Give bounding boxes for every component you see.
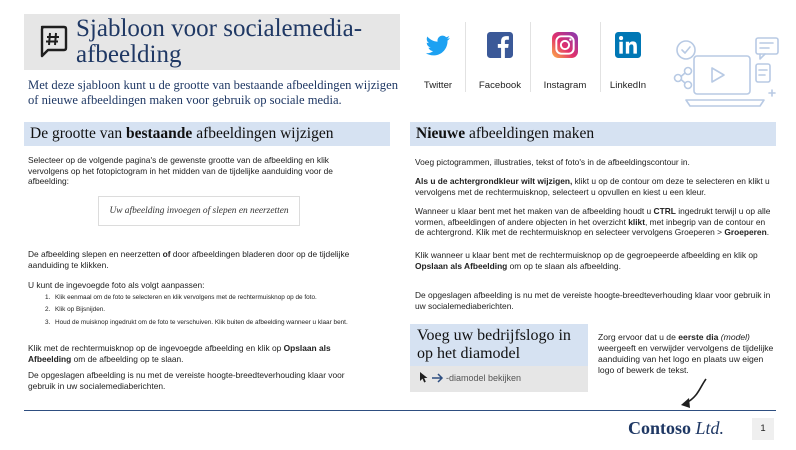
left-paragraph-3: U kunt de ingevoegde foto als volgt aanpassen:	[28, 280, 205, 290]
right-paragraph-3	[415, 206, 775, 238]
text: Wanneer u klaar bent met het maken van de afbeelding houdt u	[415, 206, 654, 216]
text-bold: Opslaan als Afbeelding	[415, 260, 508, 271]
facebook-icon	[487, 32, 513, 58]
social-linkedin	[593, 32, 663, 91]
text: .	[766, 227, 770, 238]
social-label: Facebook	[478, 80, 522, 91]
right-paragraph-5: De opgeslagen afbeelding is nu met de vereiste hoogte-breedteverhouding klaar voor gebruik in uw socialemediaberichten.	[415, 290, 771, 311]
cursor-icon	[420, 372, 430, 383]
text: Klik met de rechtermuisknop op de ingevoegde afbeelding en klik op	[28, 343, 284, 353]
social-media-illustration-icon	[668, 34, 784, 112]
divider	[600, 22, 601, 92]
social-instagram	[530, 32, 600, 91]
heading-bold-text: Nieuwe	[416, 125, 466, 142]
view-slide-master-link[interactable]: -diamodel bekijken	[446, 373, 522, 383]
text-bold: eerste dia	[678, 332, 719, 342]
list-number: 3.	[45, 318, 51, 326]
page-number: 1	[752, 418, 774, 440]
instagram-icon	[552, 32, 578, 58]
right-paragraph-1: Voeg pictogrammen, illustraties, tekst of foto's in de afbeeldingscontour in.	[415, 157, 690, 167]
text: Klik wanneer u klaar bent met de rechtermuisknop op de gegroepeerde afbeelding en klik op	[415, 250, 758, 260]
left-paragraph-5: De opgeslagen afbeelding is nu met de vereiste hoogte-breedteverhouding klaar voor gebruik in uw socialemediaberichten.	[28, 370, 345, 391]
section-heading-existing	[24, 122, 390, 146]
curved-arrow-icon	[670, 377, 710, 413]
text-bold: Als u de achtergrondkleur wilt wijzigen,	[415, 176, 573, 186]
left-paragraph-1: Selecteer op de volgende pagina's de gewenste grootte van de afbeelding en klik vervolgens op het fotopictogram in het midden van de tijdelijke aanduiding voor de afbeelding:	[28, 155, 333, 187]
heading-text: afbeeldingen maken	[465, 125, 595, 142]
brand-logo	[628, 418, 724, 439]
text: klikt u op de contour om deze te selecteren en klikt u vervolgens met de rechtermuisknop, selecteert u opvullen en kiest u een kleur.	[415, 176, 770, 197]
text: , met inbegrip van de contour en de achtergrond. Klik met de rechtermuisknop en selecteer vervolgens Groeperen >	[415, 216, 766, 238]
twitter-icon	[425, 32, 451, 58]
logo-instructions	[598, 332, 778, 376]
right-paragraph-2	[415, 176, 775, 197]
text: De afbeelding slepen en neerzetten	[28, 249, 163, 259]
text-bold: Groeperen	[724, 227, 767, 238]
list-text: Houd de muisknop ingedrukt om de foto te verschuiven. Klik buiten de afbeelding wanneer u klaar bent.	[55, 318, 348, 326]
brand-suffix: Ltd.	[691, 418, 725, 438]
heading-text: afbeeldingen wijzigen	[192, 125, 334, 142]
text-bold: CTRL	[653, 206, 676, 216]
text: weergeeft en verwijder vervolgens de tijdelijke aanduiding van het logo en plaats uw eigen logo of bewerk de tekst.	[598, 343, 774, 375]
social-facebook	[465, 32, 535, 91]
text: om de afbeelding op te slaan.	[71, 353, 184, 364]
text: om op te slaan als afbeelding.	[507, 260, 621, 271]
heading-text: De grootte van	[30, 125, 126, 142]
page-title: Sjabloon voor socialemedia-afbeelding	[76, 15, 363, 68]
text: Zorg ervoor dat u de	[598, 332, 679, 342]
linkedin-icon	[615, 32, 641, 58]
arrow-right-icon	[432, 373, 444, 383]
hashtag-chat-icon	[38, 24, 68, 58]
text-bold: of	[162, 249, 171, 259]
text-bold: Opslaan als Afbeelding	[28, 343, 331, 364]
section-heading-new	[410, 122, 776, 146]
social-label: Twitter	[423, 80, 453, 91]
right-paragraph-4	[415, 250, 775, 271]
text-italic: (model)	[718, 332, 750, 342]
list-item	[28, 306, 368, 314]
list-item	[28, 294, 368, 302]
social-twitter	[403, 32, 473, 91]
text-bold: klikt	[628, 216, 646, 227]
divider	[465, 22, 466, 92]
image-placeholder[interactable]: Uw afbeelding invoegen of slepen en neerzetten	[98, 196, 300, 226]
list-item	[28, 319, 368, 327]
logo-callout-title: Voeg uw bedrijfslogo in op het diamodel	[417, 327, 571, 362]
social-label: LinkedIn	[609, 80, 647, 91]
intro-text: Met deze sjabloon kunt u de grootte van bestaande afbeeldingen wijzigen of nieuwe afbeeldingen maken voor gebruik op sociale media.	[28, 78, 398, 107]
left-paragraph-2	[28, 249, 378, 270]
brand-name: Contoso	[628, 418, 692, 438]
text: door afbeeldingen bladeren door op de tijdelijke aanduiding te klikken.	[28, 249, 350, 270]
left-paragraph-4	[28, 343, 368, 364]
heading-bold-text: bestaande	[125, 125, 193, 142]
divider	[530, 22, 531, 92]
list-number: 1.	[45, 294, 51, 301]
text: ingedrukt terwijl u op alle vormen, afbeeldingen of andere objecten in het overzicht	[415, 206, 771, 227]
footer-divider	[24, 410, 776, 411]
adjust-steps-list	[28, 294, 368, 331]
list-number: 2.	[45, 306, 51, 314]
list-text: Klik op Bijsnijden.	[55, 306, 106, 314]
social-label: Instagram	[543, 80, 587, 91]
list-text: Klik eenmaal om de foto te selecteren en klik vervolgens met de rechtermuisknop op de foto.	[55, 294, 317, 301]
